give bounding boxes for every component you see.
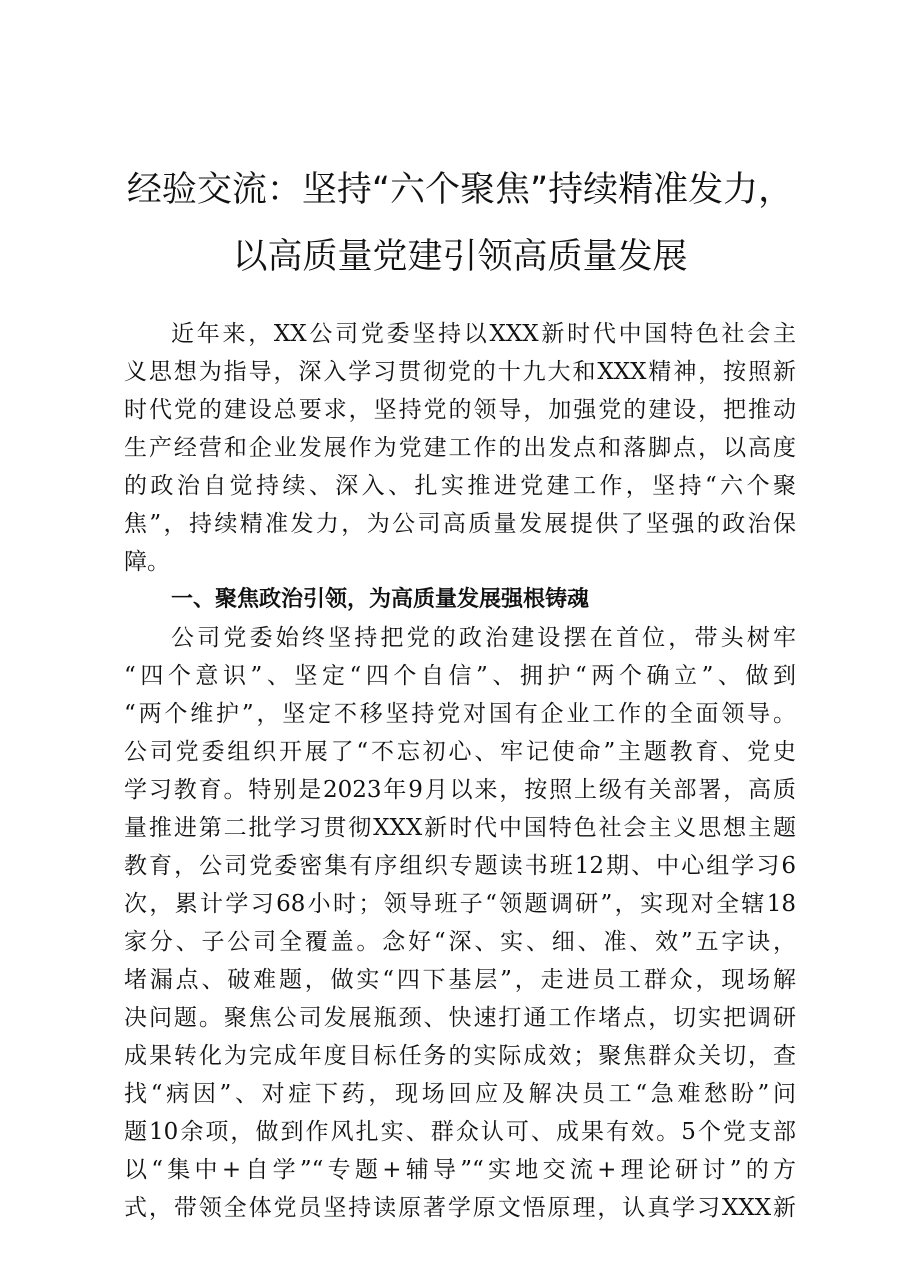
intro-line: 的政治自觉持续、深入、扎实推进党建工作，坚持“六个聚	[124, 473, 796, 499]
section-line: 公司党委始终坚持把党的政治建设摆在首位，带头树牢	[171, 625, 796, 651]
section-line: “两个维护”，坚定不移坚持党对国有企业工作的全面领导。	[124, 701, 796, 727]
section-line: 成果转化为完成年度目标任务的实际成效；聚焦群众关切，查	[124, 1043, 796, 1069]
section-line: 次，累计学习68小时；领导班子“领题调研”，实现对全辖18	[124, 891, 796, 917]
intro-line: 时代党的建设总要求，坚持党的领导，加强党的建设，把推动	[124, 397, 796, 423]
section-line: 公司党委组织开展了“不忘初心、牢记使命”主题教育、党史	[124, 739, 796, 765]
intro-line: 障。	[124, 549, 170, 575]
section-line: 式，带领全体党员坚持读原著学原文悟原理，认真学习XXX新	[124, 1195, 796, 1221]
section-line: 量推进第二批学习贯彻XXX新时代中国特色社会主义思想主题	[124, 815, 796, 841]
intro-line: 义思想为指导，深入学习贯彻党的十九大和XXX精神，按照新	[124, 359, 796, 385]
document-title-line-2: 以高质量党建引领高质量发展	[232, 237, 688, 277]
section-line: 题10余项，做到作风扎实、群众认可、成果有效。5个党支部	[124, 1119, 796, 1145]
section-line: 找“病因”、对症下药，现场回应及解决员工“急难愁盼”问	[124, 1081, 796, 1107]
section-line: 学习教育。特别是2023年9月以来，按照上级有关部署，高质	[124, 777, 796, 803]
document-title-line-1: 经验交流：坚持“六个聚焦”持续精准发力，	[126, 170, 794, 210]
section-line: “四个意识”、坚定“四个自信”、拥护“两个确立”、做到	[124, 663, 796, 689]
intro-line: 生产经营和企业发展作为党建工作的出发点和落脚点，以高度	[124, 435, 796, 461]
intro-line: 焦”，持续精准发力，为公司高质量发展提供了坚强的政治保	[124, 511, 796, 537]
intro-line: 近年来，XX公司党委坚持以XXX新时代中国特色社会主	[171, 321, 796, 347]
section-line: 决问题。聚焦公司发展瓶颈、快速打通工作堵点，切实把调研	[124, 1005, 796, 1031]
section-line: 以“集中+自学”“专题+辅导”“实地交流+理论研讨”的方	[124, 1157, 796, 1183]
section-line: 教育，公司党委密集有序组织专题读书班12期、中心组学习6	[124, 853, 796, 879]
section-line: 堵漏点、破难题，做实“四下基层”，走进员工群众，现场解	[124, 967, 796, 993]
section-line: 家分、子公司全覆盖。念好“深、实、细、准、效”五字诀，	[124, 929, 796, 955]
section-heading: 一、聚焦政治引领，为高质量发展强根铸魂	[171, 587, 590, 612]
